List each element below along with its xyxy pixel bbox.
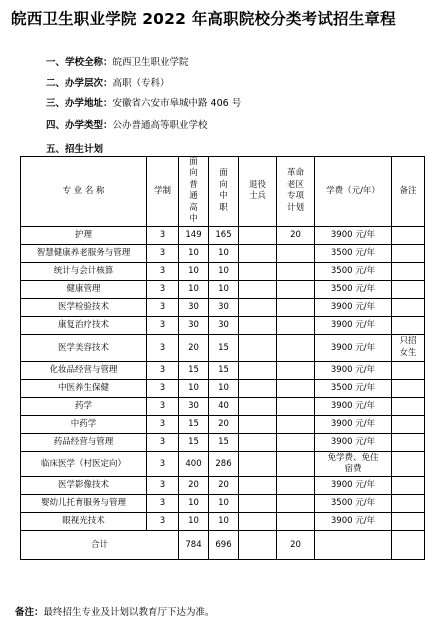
cell-rev <box>277 334 315 361</box>
info-label: 一、学校全称： <box>46 57 113 68</box>
cell-hs: 10 <box>179 512 209 530</box>
cell-years: 3 <box>147 494 179 512</box>
header-major-name: 专 业 名 称 <box>21 157 147 227</box>
cell-hs: 15 <box>179 361 209 379</box>
info-value: 皖西卫生职业学院 <box>112 57 189 68</box>
cell-fee: 3900 元/年 <box>315 226 392 244</box>
cell-name: 智慧健康养老服务与管理 <box>21 244 147 262</box>
cell-vs: 10 <box>209 494 239 512</box>
cell-vet <box>239 512 277 530</box>
cell-rev <box>277 494 315 512</box>
cell-vs: 20 <box>209 476 239 494</box>
cell-note <box>392 379 425 397</box>
cell-hs: 400 <box>179 451 209 476</box>
cell-vs: 10 <box>209 512 239 530</box>
cell-name: 中药学 <box>21 415 147 433</box>
cell-note <box>392 280 425 298</box>
cell-note <box>392 415 425 433</box>
cell-fee: 3500 元/年 <box>315 280 392 298</box>
cell-rev <box>277 512 315 530</box>
table-row <box>21 298 425 316</box>
cell-hs: 20 <box>179 334 209 361</box>
cell-rev <box>277 451 315 476</box>
cell-hs: 10 <box>179 379 209 397</box>
cell-vet <box>239 226 277 244</box>
cell-vs: 10 <box>209 262 239 280</box>
cell-fee: 3900 元/年 <box>315 298 392 316</box>
info-value: 公办普通高等职业学校 <box>112 120 208 131</box>
cell-note <box>392 262 425 280</box>
cell-vs: 10 <box>209 379 239 397</box>
cell-hs: 149 <box>179 226 209 244</box>
cell-vs: 15 <box>209 334 239 361</box>
cell-rev <box>277 298 315 316</box>
cell-rev <box>277 316 315 334</box>
cell-vet <box>239 397 277 415</box>
cell-rev: 20 <box>277 226 315 244</box>
cell-fee <box>315 451 392 476</box>
cell-rev <box>277 433 315 451</box>
cell-name: 康复治疗技术 <box>21 316 147 334</box>
enrollment-plan-table <box>20 156 425 560</box>
cell-note <box>392 512 425 530</box>
cell-hs: 10 <box>179 244 209 262</box>
cell-vs: 286 <box>209 451 239 476</box>
cell-years: 3 <box>147 244 179 262</box>
header-years: 学制 <box>147 157 179 227</box>
cell-fee: 3500 元/年 <box>315 494 392 512</box>
cell-note <box>392 244 425 262</box>
table-total-row <box>21 530 425 559</box>
info-value: 高职（专科） <box>112 78 170 89</box>
footnote <box>15 604 215 618</box>
cell-years: 3 <box>147 451 179 476</box>
header-remark: 备注 <box>392 157 425 227</box>
table-row <box>21 334 425 361</box>
cell-fee: 3900 元/年 <box>315 397 392 415</box>
table-row <box>21 379 425 397</box>
info-label: 四、办学类型： <box>46 120 113 131</box>
cell-total-hs: 784 <box>179 530 209 559</box>
cell-total-note <box>392 530 425 559</box>
cell-name: 护理 <box>21 226 147 244</box>
cell-years: 3 <box>147 433 179 451</box>
cell-vs: 20 <box>209 415 239 433</box>
cell-rev <box>277 415 315 433</box>
cell-hs: 10 <box>179 494 209 512</box>
cell-vet <box>239 494 277 512</box>
cell-years: 3 <box>147 316 179 334</box>
cell-rev <box>277 262 315 280</box>
cell-rev <box>277 244 315 262</box>
header-revolutionary-area <box>277 157 315 227</box>
table-row <box>21 262 425 280</box>
table-row <box>21 244 425 262</box>
cell-vet <box>239 415 277 433</box>
info-type <box>46 117 208 131</box>
cell-vet <box>239 316 277 334</box>
cell-years: 3 <box>147 512 179 530</box>
cell-name: 医学影像技术 <box>21 476 147 494</box>
info-school-name <box>46 54 189 68</box>
table-row <box>21 397 425 415</box>
cell-name: 医学美容技术 <box>21 334 147 361</box>
cell-name: 化妆品经营与管理 <box>21 361 147 379</box>
cell-rev <box>277 280 315 298</box>
info-value: 安徽省六安市皋城中路 406 号 <box>112 98 242 109</box>
header-high-school-text: 面向普通高中 <box>189 157 198 225</box>
table-row <box>21 512 425 530</box>
cell-fee: 3900 元/年 <box>315 316 392 334</box>
cell-years: 3 <box>147 379 179 397</box>
cell-vs: 15 <box>209 361 239 379</box>
header-veterans-text: 退役士兵 <box>248 179 266 202</box>
cell-years: 3 <box>147 298 179 316</box>
cell-name: 药学 <box>21 397 147 415</box>
cell-note <box>392 361 425 379</box>
cell-fee-text: 免学费、免住宿费 <box>327 453 379 474</box>
cell-note <box>392 433 425 451</box>
table-header-row <box>21 157 425 227</box>
table-row <box>21 280 425 298</box>
table-row <box>21 494 425 512</box>
cell-name: 临床医学（村医定向） <box>21 451 147 476</box>
table-row <box>21 361 425 379</box>
page-title: 皖西卫生职业学院 2022 年高职院校分类考试招生章程 <box>11 10 396 28</box>
cell-note <box>392 476 425 494</box>
cell-vet <box>239 361 277 379</box>
info-label: 三、办学地址： <box>46 98 113 109</box>
header-vocational <box>209 157 239 227</box>
cell-fee: 3500 元/年 <box>315 379 392 397</box>
cell-hs: 10 <box>179 280 209 298</box>
header-veterans <box>239 157 277 227</box>
cell-years: 3 <box>147 226 179 244</box>
section-enrollment-plan-heading: 五、招生计划 <box>46 144 104 155</box>
cell-vet <box>239 262 277 280</box>
cell-years: 3 <box>147 361 179 379</box>
cell-hs: 30 <box>179 298 209 316</box>
header-high-school <box>179 157 209 227</box>
cell-name: 眼视光技术 <box>21 512 147 530</box>
cell-rev <box>277 476 315 494</box>
cell-vs: 165 <box>209 226 239 244</box>
cell-vet <box>239 451 277 476</box>
table-row <box>21 451 425 476</box>
cell-vs: 10 <box>209 244 239 262</box>
table-row <box>21 476 425 494</box>
cell-fee: 3500 元/年 <box>315 244 392 262</box>
cell-note-text: 只招女生 <box>399 336 417 358</box>
cell-fee: 3900 元/年 <box>315 334 392 361</box>
info-level <box>46 75 170 89</box>
cell-rev <box>277 361 315 379</box>
cell-total-vet <box>239 530 277 559</box>
cell-name: 药品经营与管理 <box>21 433 147 451</box>
table-row <box>21 415 425 433</box>
cell-vs: 40 <box>209 397 239 415</box>
cell-note <box>392 334 425 361</box>
cell-note <box>392 316 425 334</box>
cell-vet <box>239 433 277 451</box>
header-tuition: 学费（元/年） <box>315 157 392 227</box>
cell-fee: 3900 元/年 <box>315 476 392 494</box>
info-address <box>46 95 241 109</box>
cell-years: 3 <box>147 476 179 494</box>
cell-vs: 30 <box>209 316 239 334</box>
cell-hs: 15 <box>179 415 209 433</box>
cell-vs: 10 <box>209 280 239 298</box>
cell-vet <box>239 244 277 262</box>
cell-note <box>392 494 425 512</box>
cell-hs: 30 <box>179 397 209 415</box>
cell-fee: 3500 元/年 <box>315 262 392 280</box>
cell-note <box>392 298 425 316</box>
table-row <box>21 433 425 451</box>
cell-total-rev: 20 <box>277 530 315 559</box>
cell-hs: 15 <box>179 433 209 451</box>
cell-fee: 3900 元/年 <box>315 361 392 379</box>
cell-vet <box>239 379 277 397</box>
footnote-text: 最终招生专业及计划以教育厅下达为准。 <box>43 607 215 618</box>
header-revolutionary-area-text: 革命老区专项计划 <box>286 168 304 213</box>
cell-vs: 15 <box>209 433 239 451</box>
header-vocational-text: 面向中职 <box>219 168 228 213</box>
cell-name: 医学检验技术 <box>21 298 147 316</box>
info-label: 二、办学层次： <box>46 78 113 89</box>
cell-name: 婴幼儿托育服务与管理 <box>21 494 147 512</box>
cell-hs: 20 <box>179 476 209 494</box>
cell-years: 3 <box>147 415 179 433</box>
cell-vet <box>239 476 277 494</box>
cell-note <box>392 397 425 415</box>
footnote-label: 备注： <box>15 607 44 618</box>
cell-years: 3 <box>147 334 179 361</box>
table-row <box>21 226 425 244</box>
cell-name: 健康管理 <box>21 280 147 298</box>
cell-hs: 30 <box>179 316 209 334</box>
cell-fee: 3900 元/年 <box>315 415 392 433</box>
cell-vet <box>239 280 277 298</box>
cell-note <box>392 226 425 244</box>
cell-hs: 10 <box>179 262 209 280</box>
cell-years: 3 <box>147 280 179 298</box>
cell-total-vs: 696 <box>209 530 239 559</box>
cell-rev <box>277 397 315 415</box>
cell-total-fee <box>315 530 392 559</box>
cell-fee: 3900 元/年 <box>315 433 392 451</box>
cell-vs: 30 <box>209 298 239 316</box>
cell-vet <box>239 334 277 361</box>
cell-rev <box>277 379 315 397</box>
cell-years: 3 <box>147 262 179 280</box>
cell-name: 中医养生保健 <box>21 379 147 397</box>
cell-vet <box>239 298 277 316</box>
cell-total-label: 合计 <box>21 530 179 559</box>
table-row <box>21 316 425 334</box>
cell-note <box>392 451 425 476</box>
cell-fee: 3900 元/年 <box>315 512 392 530</box>
cell-name: 统计与会计核算 <box>21 262 147 280</box>
cell-years: 3 <box>147 397 179 415</box>
